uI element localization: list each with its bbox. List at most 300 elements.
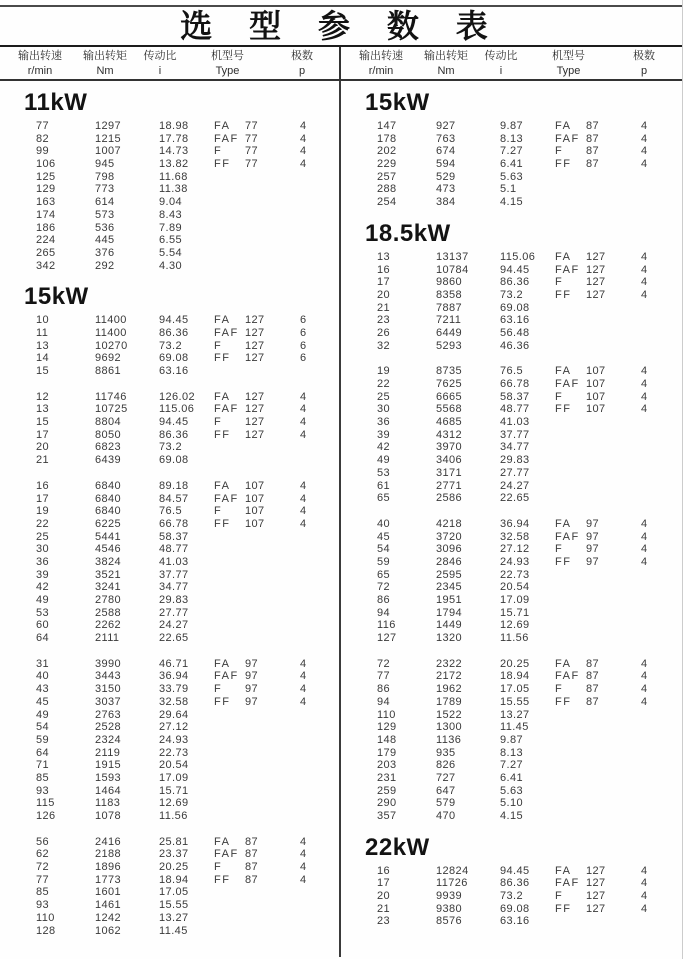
cell-type-size: [586, 785, 641, 798]
cell-type-name: FAF: [555, 670, 580, 683]
cell-ratio: 15.55: [159, 899, 189, 912]
cell-ratio: 23.37: [159, 848, 189, 861]
cell-output-speed: 72: [377, 657, 391, 670]
table-row: [377, 492, 682, 505]
cell-type-name: FAF: [214, 670, 239, 683]
cell-ratio: 66.78: [500, 378, 530, 390]
cell-ratio: 17.05: [159, 886, 189, 899]
table-row: [377, 327, 682, 340]
cell-type-name: [214, 886, 245, 899]
cell-poles: 6: [300, 339, 307, 352]
cell-output-torque: 727: [436, 771, 456, 784]
cell-output-torque: 935: [436, 746, 456, 759]
cell-type-size: [245, 569, 300, 582]
cell-output-speed: 53: [377, 466, 391, 479]
table-row: [377, 903, 682, 916]
cell-type-name: FA: [555, 365, 572, 378]
cell-output-torque: 2324: [95, 733, 122, 746]
cell-poles: [300, 759, 339, 772]
cell-output-torque: 3720: [436, 530, 463, 543]
cell-output-torque: 1007: [95, 145, 122, 158]
column-header-label: 传动比: [143, 50, 177, 62]
table-row: [36, 441, 339, 454]
cell-output-speed: 56: [36, 835, 50, 848]
cell-type-name: [214, 183, 245, 196]
cell-type-size: [586, 734, 641, 747]
cell-type-name: FAF: [214, 492, 239, 505]
cell-output-speed: 19: [377, 365, 391, 378]
cell-output-torque: 3150: [95, 683, 122, 696]
cell-output-torque: 5293: [436, 339, 463, 352]
cell-output-speed: 23: [377, 314, 391, 327]
cell-type-size: 87: [245, 861, 259, 874]
cell-output-torque: 3443: [95, 670, 122, 683]
table-row: [36, 133, 339, 146]
table-row: [377, 670, 682, 683]
cell-output-speed: 20: [36, 441, 50, 454]
cell-type-size: [586, 569, 641, 582]
cell-output-speed: 43: [36, 683, 50, 696]
table-row: [36, 861, 339, 874]
cell-output-torque: 1062: [95, 924, 122, 937]
cell-ratio: 94.45: [159, 416, 189, 429]
cell-type-size: [245, 209, 300, 222]
cell-type-size: [245, 797, 300, 810]
cell-type-name: FF: [214, 517, 231, 530]
cell-ratio: 9.87: [500, 733, 524, 746]
cell-ratio: 126.02: [159, 390, 196, 403]
cell-output-speed: 163: [36, 196, 56, 209]
cell-output-torque: 7625: [436, 378, 463, 390]
cell-poles: 4: [641, 543, 648, 556]
table-row: [377, 441, 682, 454]
cell-ratio: 4.15: [500, 810, 524, 822]
cell-type-name: [555, 340, 586, 353]
column-header-label: 机型号: [211, 50, 244, 62]
cell-output-torque: 3171: [436, 466, 463, 479]
cell-output-torque: 2586: [436, 492, 463, 505]
cell-output-speed: 257: [377, 170, 397, 183]
table-row: [377, 797, 682, 810]
cell-type-name: [214, 556, 245, 569]
table-row: [377, 133, 682, 146]
ratio-group: [341, 658, 682, 823]
cell-type-name: [555, 569, 586, 582]
table-row: [36, 340, 339, 353]
cell-type-size: [586, 759, 641, 772]
cell-type-name: [555, 581, 586, 594]
cell-output-torque: 2345: [436, 581, 463, 594]
cell-type-size: [245, 734, 300, 747]
cell-type-name: [555, 467, 586, 480]
cell-output-torque: 11726: [436, 877, 468, 890]
cell-poles: 4: [300, 683, 307, 696]
ratio-group: [341, 518, 682, 645]
cell-poles: [641, 797, 682, 810]
cell-poles: [300, 196, 339, 209]
cell-output-torque: 1593: [95, 771, 122, 784]
table-row: [377, 543, 682, 556]
cell-ratio: 15.55: [500, 695, 530, 708]
cell-type-size: [245, 721, 300, 734]
column-header-unit: p: [298, 65, 306, 77]
cell-type-name: FA: [214, 835, 231, 848]
cell-ratio: 37.77: [500, 428, 530, 441]
power-section-title: 22kW: [365, 833, 430, 861]
cell-output-torque: 2846: [436, 555, 463, 568]
cell-output-torque: 927: [436, 120, 456, 132]
table-row: [377, 785, 682, 798]
column-header-1: [80, 49, 130, 79]
cell-ratio: 24.27: [500, 479, 530, 492]
table-row: [36, 556, 339, 569]
cell-ratio: 32.58: [500, 530, 530, 543]
cell-type-name: FF: [555, 158, 572, 171]
cell-type-name: [214, 209, 245, 222]
cell-type-size: 77: [245, 158, 259, 171]
cell-output-torque: 3406: [436, 454, 463, 467]
cell-output-speed: 13: [36, 403, 50, 416]
cell-output-torque: 11400: [95, 314, 127, 327]
cell-output-speed: 20: [377, 288, 391, 301]
cell-ratio: 13.27: [500, 708, 530, 721]
cell-poles: [641, 810, 682, 823]
cell-type-name: [214, 607, 245, 620]
cell-type-size: 87: [245, 835, 259, 848]
cell-ratio: 69.08: [159, 454, 189, 467]
cell-type-size: [586, 721, 641, 734]
cell-poles: 4: [641, 877, 648, 890]
cell-type-size: [245, 543, 300, 556]
cell-output-torque: 1300: [436, 721, 463, 734]
column-header-unit: r/min: [27, 65, 53, 77]
table-row: [36, 247, 339, 260]
table-row: [36, 531, 339, 544]
cell-type-size: 127: [586, 890, 606, 903]
cell-output-torque: 945: [95, 158, 115, 171]
cell-poles: [300, 797, 339, 810]
table-row: [377, 171, 682, 184]
column-header-1: [421, 49, 471, 79]
table-row: [36, 721, 339, 734]
cell-poles: 4: [300, 505, 307, 518]
cell-type-name: FA: [214, 479, 231, 492]
cell-type-name: [214, 797, 245, 810]
cell-poles: 4: [300, 861, 307, 874]
cell-ratio: 24.27: [159, 619, 189, 632]
cell-output-speed: 178: [377, 132, 397, 145]
cell-poles: [641, 441, 682, 454]
cell-type-name: [214, 772, 245, 785]
cell-output-speed: 15: [36, 365, 50, 377]
cell-type-name: [214, 899, 245, 912]
cell-poles: [300, 886, 339, 899]
cell-output-torque: 3037: [95, 695, 122, 708]
left-column: [0, 81, 341, 957]
cell-poles: 4: [641, 864, 648, 877]
cell-ratio: 29.64: [159, 708, 189, 721]
table-row: [377, 403, 682, 416]
cell-ratio: 115.06: [500, 250, 536, 263]
cell-type-name: [214, 925, 245, 938]
cell-output-speed: 49: [36, 708, 50, 721]
cell-output-speed: 32: [377, 339, 391, 352]
table-row: [377, 378, 682, 391]
cell-ratio: 63.16: [500, 915, 530, 928]
cell-type-size: 87: [586, 683, 600, 696]
cell-ratio: 11.56: [159, 810, 188, 822]
cell-type-name: [214, 454, 245, 467]
cell-ratio: 24.93: [500, 555, 530, 568]
column-header-label: 传动比: [484, 50, 518, 62]
cell-type-size: [586, 171, 641, 184]
cell-ratio: 48.77: [500, 403, 530, 416]
cell-poles: 4: [300, 158, 307, 171]
cell-output-torque: 1773: [95, 873, 122, 886]
table-row: [36, 683, 339, 696]
cell-ratio: 14.73: [159, 145, 189, 158]
cell-output-torque: 2416: [95, 835, 122, 848]
cell-output-speed: 148: [377, 733, 397, 746]
cell-ratio: 5.1: [500, 183, 517, 196]
cell-type-size: [586, 797, 641, 810]
cell-type-name: [555, 171, 586, 184]
table-row: [377, 607, 682, 620]
cell-type-name: [555, 785, 586, 798]
cell-ratio: 27.12: [159, 721, 189, 734]
cell-poles: 4: [641, 288, 648, 301]
ratio-group: [341, 251, 682, 353]
cell-output-torque: 6665: [436, 390, 463, 403]
table-row: [36, 209, 339, 222]
cell-poles: 4: [641, 250, 648, 263]
cell-output-speed: 30: [377, 403, 391, 416]
cell-output-speed: 116: [377, 619, 396, 632]
table-row: [36, 658, 339, 671]
cell-output-torque: 1320: [436, 632, 463, 645]
cell-type-size: 107: [245, 505, 265, 518]
cell-poles: [300, 234, 339, 247]
table-row: [36, 518, 339, 531]
cell-output-speed: 40: [36, 670, 50, 683]
cell-poles: [641, 480, 682, 493]
cell-type-size: 107: [586, 365, 606, 378]
table-row: [377, 251, 682, 264]
table-row: [36, 145, 339, 158]
cell-poles: [300, 454, 339, 467]
cell-type-name: [214, 569, 245, 582]
cell-poles: [300, 365, 339, 378]
cell-output-torque: 1464: [95, 784, 122, 797]
cell-output-speed: 288: [377, 183, 397, 196]
cell-output-torque: 1297: [95, 120, 122, 132]
column-header-0: [0, 49, 80, 79]
cell-output-speed: 53: [36, 606, 50, 619]
cell-output-torque: 4312: [436, 428, 463, 441]
cell-output-torque: 1242: [95, 911, 122, 924]
cell-type-size: 127: [586, 263, 606, 276]
table-header-left: [0, 47, 341, 79]
table-row: [377, 340, 682, 353]
cell-poles: [641, 594, 682, 607]
cell-poles: [300, 772, 339, 785]
cell-output-torque: 8576: [436, 915, 463, 928]
cell-type-size: 127: [245, 416, 265, 429]
table-row: [36, 429, 339, 442]
table-row: [377, 865, 682, 878]
cell-poles: [300, 912, 339, 925]
cell-ratio: 73.2: [159, 339, 183, 352]
cell-type-name: FAF: [214, 326, 239, 339]
cell-output-speed: 77: [377, 670, 391, 683]
cell-ratio: 4.30: [159, 259, 183, 272]
cell-output-torque: 1962: [436, 683, 463, 696]
cell-output-speed: 17: [36, 428, 50, 441]
cell-output-speed: 26: [377, 326, 391, 339]
cell-type-name: [555, 632, 586, 645]
cell-poles: [641, 632, 682, 645]
cell-type-size: 107: [245, 517, 265, 530]
cell-type-name: FA: [555, 657, 572, 670]
cell-poles: 4: [641, 683, 648, 696]
cell-type-size: [586, 594, 641, 607]
cell-output-torque: 573: [95, 208, 115, 221]
cell-poles: 4: [300, 848, 307, 861]
cell-ratio: 20.54: [159, 759, 189, 772]
cell-output-torque: 1915: [95, 759, 122, 772]
cell-type-size: [245, 581, 300, 594]
table-row: [377, 302, 682, 315]
cell-type-name: [555, 454, 586, 467]
table-row: [36, 480, 339, 493]
cell-ratio: 15.71: [159, 784, 189, 797]
cell-poles: 6: [300, 314, 307, 327]
table-row: [377, 391, 682, 404]
cell-output-torque: 594: [436, 158, 456, 171]
cell-type-size: [245, 747, 300, 760]
cell-poles: 4: [300, 479, 307, 492]
cell-type-size: [586, 772, 641, 785]
table-row: [377, 569, 682, 582]
column-header-2: [471, 49, 531, 79]
cell-poles: 4: [641, 120, 648, 132]
cell-ratio: 7.89: [159, 221, 183, 234]
column-header-unit: i: [158, 65, 162, 77]
cell-type-size: 127: [586, 877, 606, 890]
ratio-group: [341, 365, 682, 505]
cell-poles: 4: [641, 132, 648, 145]
cell-ratio: 76.5: [159, 505, 183, 518]
cell-ratio: 17.09: [159, 771, 189, 784]
cell-type-name: [214, 709, 245, 722]
cell-ratio: 66.78: [159, 517, 189, 530]
table-row: [377, 480, 682, 493]
cell-type-name: [555, 416, 586, 429]
cell-type-size: [245, 619, 300, 632]
cell-ratio: 86.36: [500, 877, 530, 890]
cell-output-speed: 126: [36, 810, 56, 822]
cell-output-torque: 3521: [95, 568, 122, 581]
cell-poles: [300, 222, 339, 235]
cell-poles: [641, 340, 682, 353]
cell-type-size: 97: [245, 683, 259, 696]
cell-type-size: 97: [586, 530, 600, 543]
table-row: [36, 836, 339, 849]
cell-type-name: FF: [555, 288, 572, 301]
cell-ratio: 76.5: [500, 365, 524, 378]
cell-output-speed: 290: [377, 797, 397, 810]
cell-ratio: 115.06: [159, 403, 195, 416]
cell-poles: [300, 899, 339, 912]
cell-output-speed: 17: [377, 276, 391, 289]
cell-type-name: FAF: [214, 848, 239, 861]
cell-poles: 4: [300, 657, 307, 670]
cell-type-size: [586, 416, 641, 429]
cell-ratio: 8.13: [500, 132, 524, 145]
cell-ratio: 17.09: [500, 594, 530, 606]
cell-output-torque: 8804: [95, 416, 122, 429]
cell-output-speed: 342: [36, 259, 56, 272]
table-row: [36, 747, 339, 760]
table-row: [36, 619, 339, 632]
cell-output-speed: 71: [36, 759, 50, 772]
table-row: [36, 899, 339, 912]
cell-poles: [641, 569, 682, 582]
column-header-label: 输出转矩: [424, 50, 468, 62]
cell-output-torque: 2588: [95, 606, 122, 619]
table-row: [377, 915, 682, 928]
cell-output-torque: 674: [436, 145, 456, 158]
cell-type-name: [555, 196, 586, 209]
cell-output-torque: 2528: [95, 721, 122, 734]
cell-type-name: FA: [555, 250, 572, 263]
table-row: [377, 632, 682, 645]
cell-output-speed: 125: [36, 170, 56, 183]
column-header-unit: p: [640, 65, 648, 77]
ratio-group: [0, 480, 339, 645]
cell-type-size: [586, 467, 641, 480]
cell-type-size: 97: [586, 543, 600, 556]
cell-type-size: [586, 327, 641, 340]
cell-type-size: 87: [586, 657, 600, 670]
cell-output-speed: 20: [377, 890, 391, 903]
cell-type-size: [586, 632, 641, 645]
table-row: [36, 696, 339, 709]
cell-poles: [641, 915, 682, 928]
table-row: [377, 810, 682, 823]
cell-type-size: [245, 222, 300, 235]
table-row: [36, 260, 339, 273]
cell-output-torque: 8050: [95, 428, 122, 441]
cell-ratio: 24.93: [159, 733, 189, 746]
cell-poles: 4: [300, 517, 307, 530]
cell-poles: [641, 171, 682, 184]
cell-poles: [300, 594, 339, 607]
cell-ratio: 36.94: [500, 517, 530, 530]
cell-type-size: 77: [245, 145, 259, 158]
cell-poles: 4: [300, 873, 307, 886]
cell-ratio: 34.77: [500, 441, 530, 454]
cell-type-name: FAF: [214, 403, 239, 416]
right-column: [341, 81, 682, 957]
cell-type-size: [586, 429, 641, 442]
cell-ratio: 86.36: [159, 428, 189, 441]
cell-ratio: 41.03: [159, 555, 189, 568]
cell-poles: [300, 247, 339, 260]
cell-output-torque: 8735: [436, 365, 463, 378]
cell-poles: [300, 260, 339, 273]
table-header-right: [341, 47, 682, 79]
